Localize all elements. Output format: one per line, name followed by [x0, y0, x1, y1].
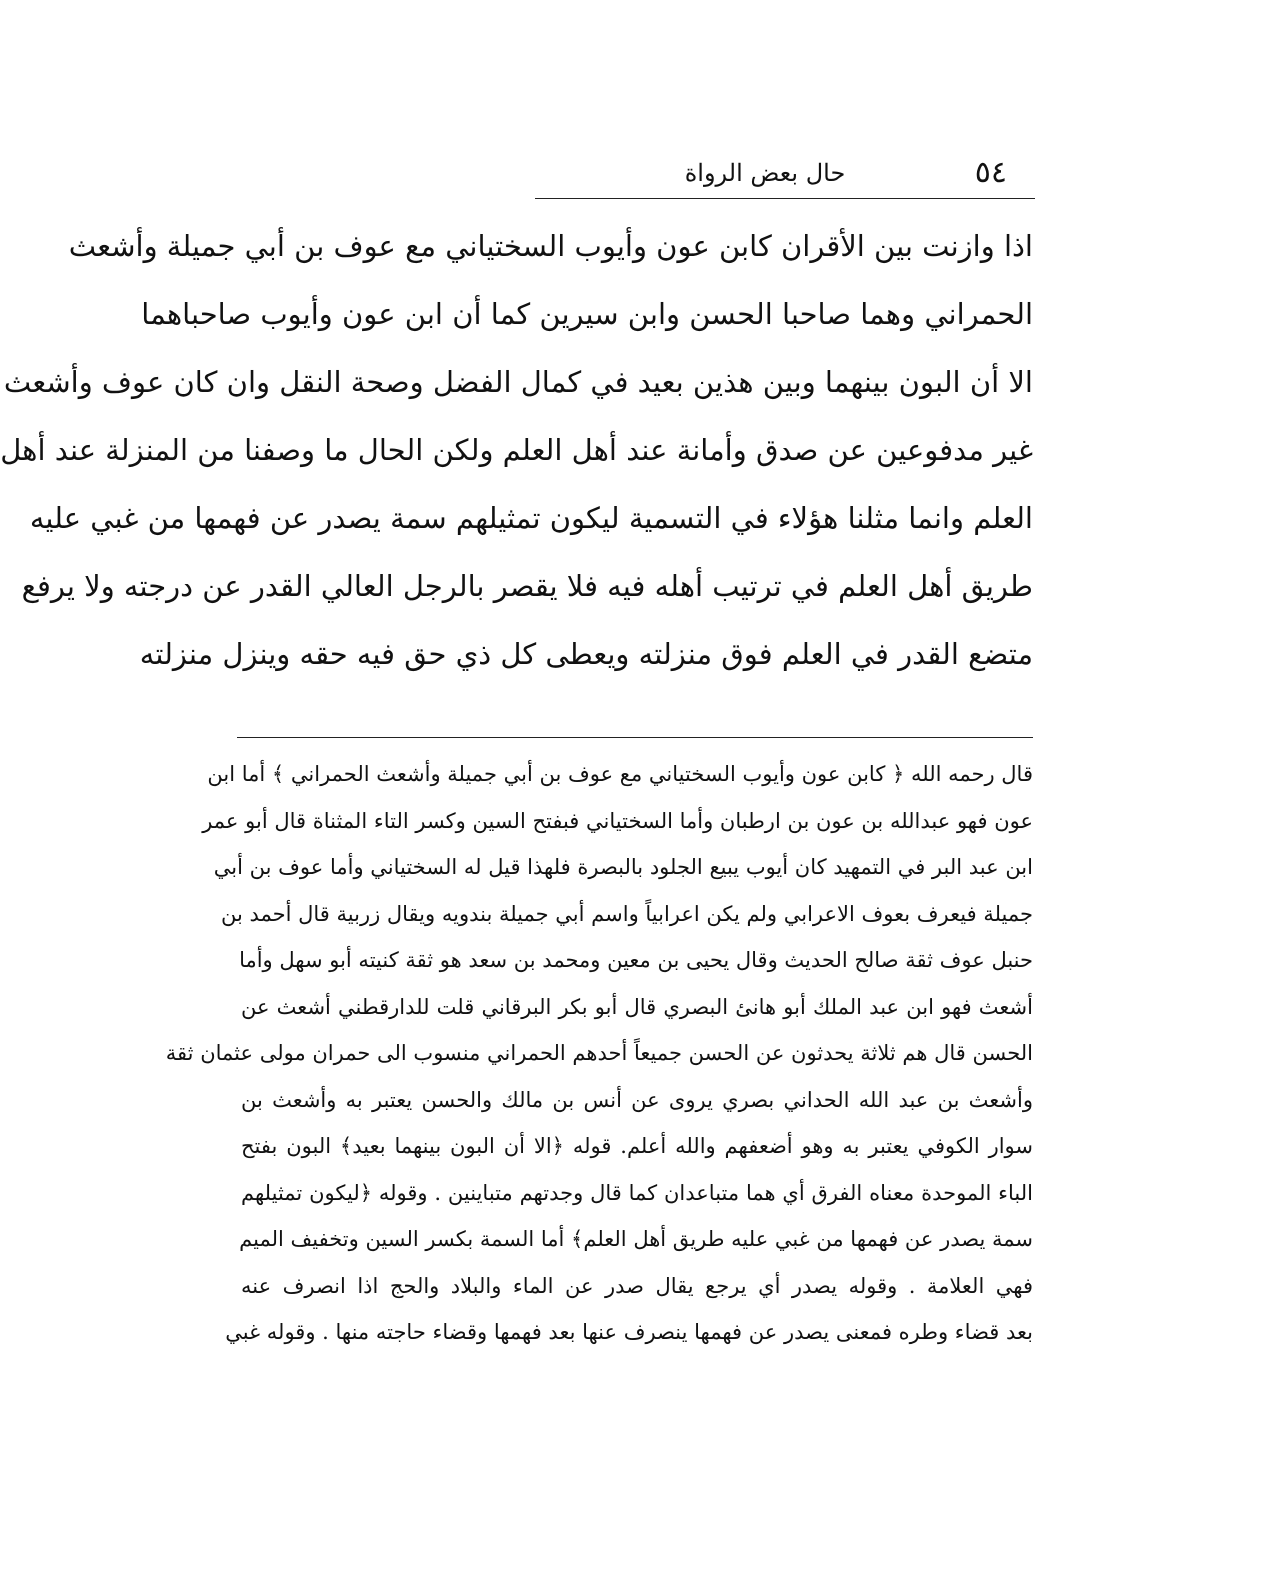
commentary-line: بعد قضاء وطره فمعنى يصدر عن فهمها ينصرف عنها بعد فهمها وقضاء حاجته منها . وقوله غبي: [225, 1320, 1033, 1344]
main-text-line: العلم وانما مثلنا هؤلاء في التسمية ليكون تمثيلهم سمة يصدر عن فهمها من غبي عليه: [29, 501, 1033, 535]
commentary-line: وأشعث بن عبد الله الحداني بصري يروى عن أنس بن مالك والحسن يعتبر به وأشعث بن: [241, 1087, 1033, 1112]
page-number: ٥٤: [974, 155, 1007, 190]
commentary-line: أشعث فهو ابن عبد الملك أبو هانئ البصري قال أبو بكر البرقاني قلت للدارقطني أشعث عن: [241, 994, 1033, 1019]
commentary-block: [165, 751, 1033, 1356]
main-text-line: اذا وازنت بين الأقران كابن عون وأيوب السختياني مع عوف بن أبي جميلة وأشعث: [68, 229, 1033, 263]
commentary-line: فهي العلامة . وقوله يصدر أي يرجع يقال صدر عن الماء والبلاد والحج اذا انصرف عنه: [241, 1273, 1033, 1298]
main-text-line: الا أن البون بينهما وبين هذين بعيد في كمال الفضل وصحة النقل وان كان عوف وأشعث: [3, 365, 1033, 399]
commentary-line: قال رحمه الله ﴿ كابن عون وأيوب السختياني مع عوف بن أبي جميلة وأشعث الحمراني ﴾ أما ابن: [207, 762, 1033, 786]
main-text-line: الحمراني وهما صاحبا الحسن وابن سيرين كما أن ابن عون وأيوب صاحباهما: [141, 297, 1033, 331]
main-text-line: متضع القدر في العلم فوق منزلته ويعطى كل ذي حق فيه حقه وينزل منزلته: [139, 637, 1033, 671]
commentary-line: الباء الموحدة معناه الفرق أي هما متباعدان كما قال وجدتهم متباينين . وقوله ﴿ليكون تمثيلهم: [241, 1180, 1033, 1205]
main-text-line: طريق أهل العلم في ترتيب أهله فيه فلا يقصر بالرجل العالي القدر عن درجته ولا يرفع: [21, 569, 1033, 603]
commentary-line: حنبل عوف ثقة صالح الحديث وقال يحيى بن معين ومحمد بن سعد هو ثقة كنيته أبو سهل وأما: [239, 948, 1033, 972]
main-text-block: [0, 212, 1033, 688]
commentary-line: سمة يصدر عن فهمها من غبي عليه طريق أهل العلم﴾ أما السمة بكسر السين وتخفيف الميم: [239, 1227, 1033, 1251]
header-divider: [535, 198, 1035, 199]
commentary-line: ابن عبد البر في التمهيد كان أيوب يبيع الجلود بالبصرة فلهذا قيل له السختياني وأما عوف بن أبي: [213, 855, 1033, 879]
commentary-divider: [237, 737, 1033, 738]
running-title: حال بعض الرواة: [684, 159, 846, 187]
commentary-line: جميلة فيعرف بعوف الاعرابي ولم يكن اعرابياً واسم أبي جميلة بندويه ويقال زربية قال أحمد بن: [220, 901, 1033, 926]
commentary-line: الحسن قال هم ثلاثة يحدثون عن الحسن جميعاً أحدهم الحمراني منسوب الى حمران مولى عثمان ثقة: [165, 1041, 1033, 1065]
commentary-line: عون فهو عبدالله بن عون بن ارطبان وأما السختياني فبفتح السين وكسر التاء المثناة قال أبو عمر: [202, 808, 1033, 833]
main-text-line: غير مدفوعين عن صدق وأمانة عند أهل العلم ولكن الحال ما وصفنا من المنزلة عند أهل: [0, 433, 1033, 467]
commentary-line: سوار الكوفي يعتبر به وهو أضعفهم والله أعلم. قوله ﴿الا أن البون بينهما بعيد﴾ البون بفتح: [241, 1134, 1033, 1158]
page-header: [535, 148, 1035, 192]
